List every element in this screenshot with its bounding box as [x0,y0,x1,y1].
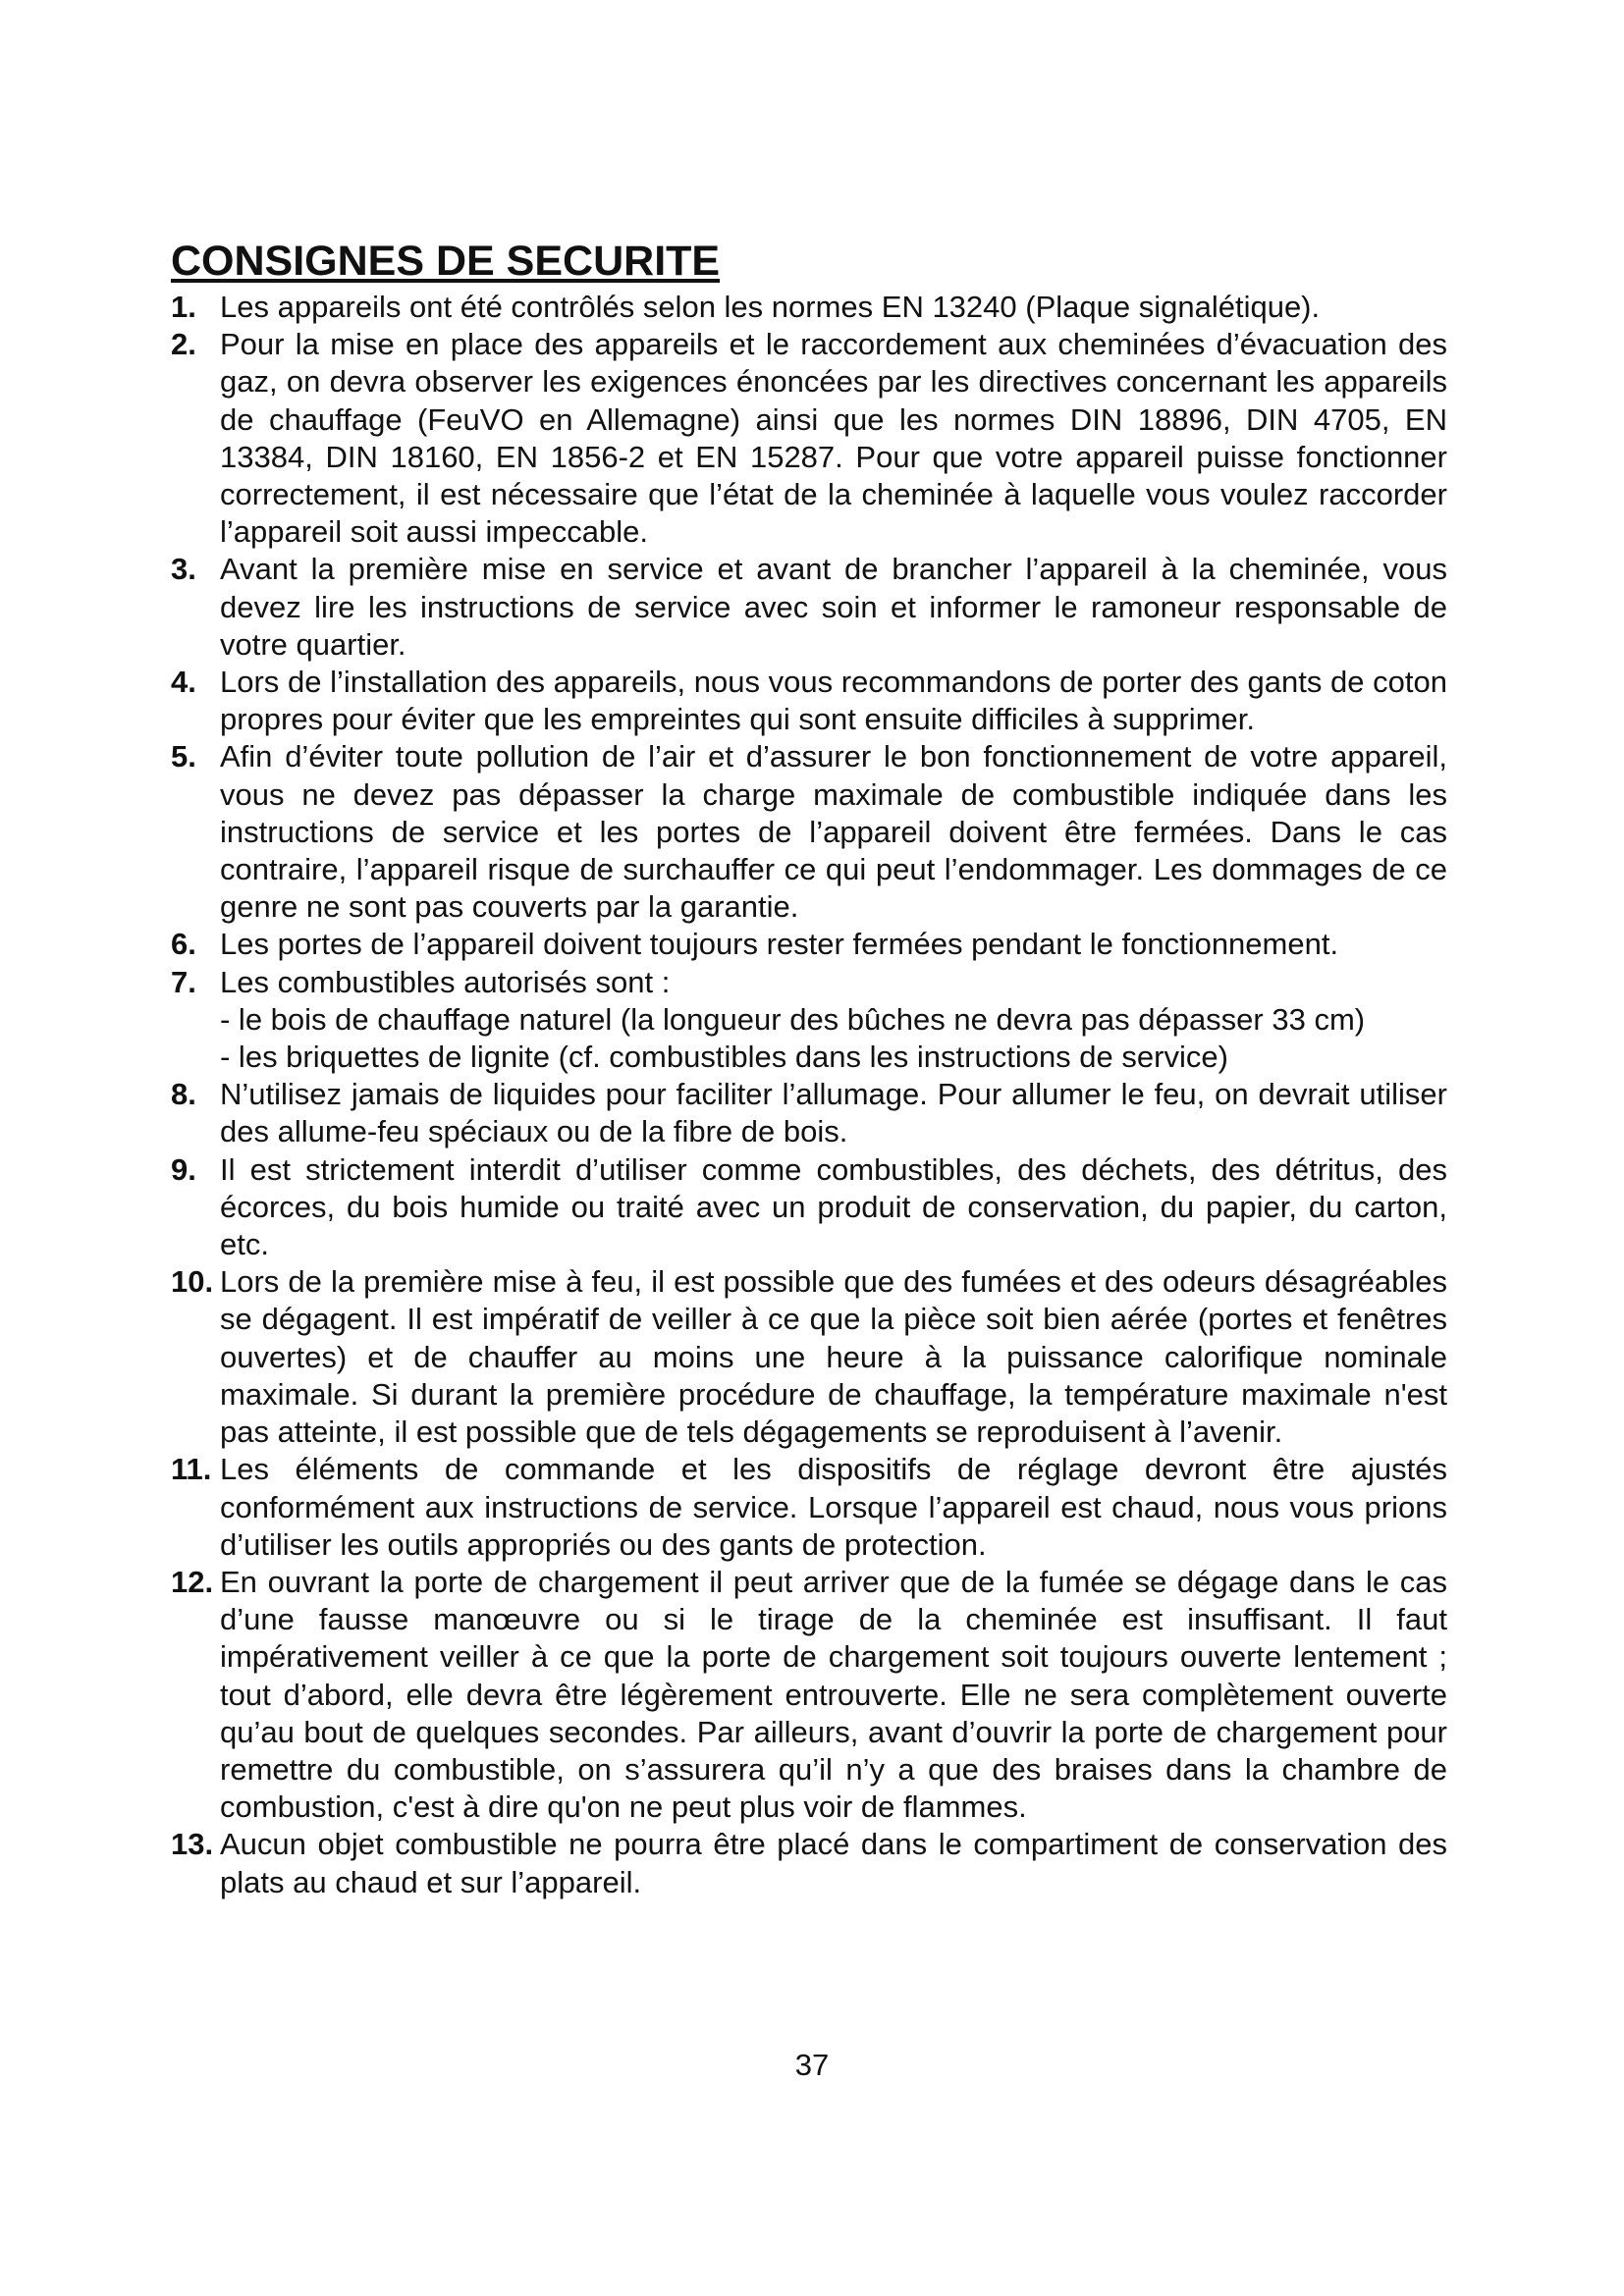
item-text-line: Lors de la première mise à feu, il est possible que des fumées et des odeurs désagréables se dégagent. Il est impératif de veiller à ce que la pièce soit bien aérée (portes et fenêtres ouvertes) et de chauffer au moins une heure à la puissance calorifique nominale maximale. Si durant la première procédure de chauffage, la température maximale n'est pas atteinte, il est possible que de tels dégagements se reproduisent à l’avenir. [220,1264,1447,1450]
document-page [171,236,1447,1901]
item-text-line: N’utilisez jamais de liquides pour faciliter l’allumage. Pour allumer le feu, on devrait utiliser des allume-feu spéciaux ou de la fibre de bois. [220,1077,1447,1149]
item-text [220,664,1447,738]
item-text [220,551,1447,664]
list-item [171,738,1447,926]
item-text-line: Pour la mise en place des appareils et le raccordement aux cheminées d’évacuation des gaz, on devra observer les exigences énoncées par les directives concernant les appareils de chauffage (FeuVO en Allemagne) ainsi que les normes DIN 18896, DIN 4705, EN 13384, DIN 18160, EN 1856-2 et EN 15287. Pour que votre appareil puisse fonctionner correctement, il est nécessaire que l’état de la cheminée à laquelle vous voulez raccorder l’appareil soit aussi impeccable. [220,327,1447,550]
list-item [171,551,1447,664]
item-text-line: Il est strictement interdit d’utiliser comme combustibles, des déchets, des détritus, des écorces, du bois humide ou traité avec un produit de conservation, du papier, du carton, etc. [220,1151,1447,1262]
item-text-line: Afin d’éviter toute pollution de l’air et d’assurer le bon fonctionnement de votre appareil, vous ne devez pas dépasser la charge maximale de combustible indiquée dans les instructions de service et les portes de l’appareil doivent être fermées. Dans le cas contraire, l’appareil risque de surchauffer ce qui peut l’endommager. Les dommages de ce genre ne sont pas couverts par la garantie. [220,739,1447,925]
item-text [220,1076,1447,1150]
item-text-line: Les appareils ont été contrôlés selon les normes EN 13240 (Plaque signalétique). [220,290,1321,324]
item-text-line: - les briquettes de lignite (cf. combustibles dans les instructions de service) [220,1040,1228,1075]
page-title: CONSIGNES DE SECURITE [171,238,721,285]
list-item [171,926,1447,963]
item-text [220,964,1447,1077]
item-number: 6. [171,927,196,962]
item-text [220,1263,1447,1451]
list-item [171,1151,1447,1264]
item-number: 5. [171,739,196,774]
list-item [171,1076,1447,1150]
list-item [171,289,1447,326]
item-text-line: Les portes de l’appareil doivent toujours rester fermées pendant le fonctionnement. [220,927,1339,962]
item-text [220,926,1447,963]
item-text-line: - le bois de chauffage naturel (la longueur des bûches ne devra pas dépasser 33 cm) [220,1001,1366,1037]
page-number: 37 [794,2048,830,2082]
item-text [220,1564,1447,1826]
item-text-line: Les éléments de commande et les dispositifs de réglage devront être ajustés conformément aux instructions de service. Lorsque l’appareil est chaud, nous vous prions d’utiliser les outils appropriés ou des gants de protection. [220,1452,1447,1562]
list-item [171,964,1447,1077]
list-item [171,326,1447,551]
safety-instructions-list [171,289,1447,1901]
list-item [171,1451,1447,1564]
list-item [171,1564,1447,1826]
list-item [171,1826,1447,1900]
item-number: 2. [171,327,196,362]
item-number: 8. [171,1077,196,1112]
item-number: 13. [171,1827,214,1862]
item-number: 12. [171,1564,214,1599]
item-text-line: Lors de l’installation des appareils, nous vous recommandons de porter des gants de coton propres pour éviter que les empreintes qui sont ensuite difficiles à supprimer. [220,665,1447,737]
item-number: 7. [171,964,196,999]
list-item [171,1263,1447,1451]
item-text-line: En ouvrant la porte de chargement il peut arriver que de la fumée se dégage dans le cas d’une fausse manœuvre ou si le tirage de la cheminée est insuffisant. Il faut impérativement veiller à ce que la porte de chargement soit toujours ouverte lentement ; tout d’abord, elle devra être légèrement entrouverte. Elle ne sera complètement ouverte qu’au bout de quelques secondes. Par ailleurs, avant d’ouvrir la porte de chargement pour remettre du combustible, on s’assurera qu’il n’y a que des braises dans la chambre de combustion, c'est à dire qu'on ne peut plus voir de flammes. [220,1564,1447,1825]
item-number: 10. [171,1264,214,1300]
item-text [220,1151,1447,1264]
item-text [220,738,1447,926]
item-text [220,1451,1447,1564]
item-number: 11. [171,1452,212,1487]
item-text [220,289,1447,326]
item-number: 3. [171,552,196,587]
item-text [220,326,1447,551]
item-number: 9. [171,1151,196,1187]
item-number: 1. [171,290,196,324]
item-text-line: Avant la première mise en service et avant de brancher l’appareil à la cheminée, vous devez lire les instructions de service avec soin et informer le ramoneur responsable de votre quartier. [220,552,1447,662]
list-item [171,664,1447,738]
item-text-line: Les combustibles autorisés sont : [220,964,671,999]
item-text-line: Aucun objet combustible ne pourra être placé dans le compartiment de conservation des plats au chaud et sur l’appareil. [220,1827,1447,1899]
item-text [220,1826,1447,1900]
item-number: 4. [171,665,196,700]
